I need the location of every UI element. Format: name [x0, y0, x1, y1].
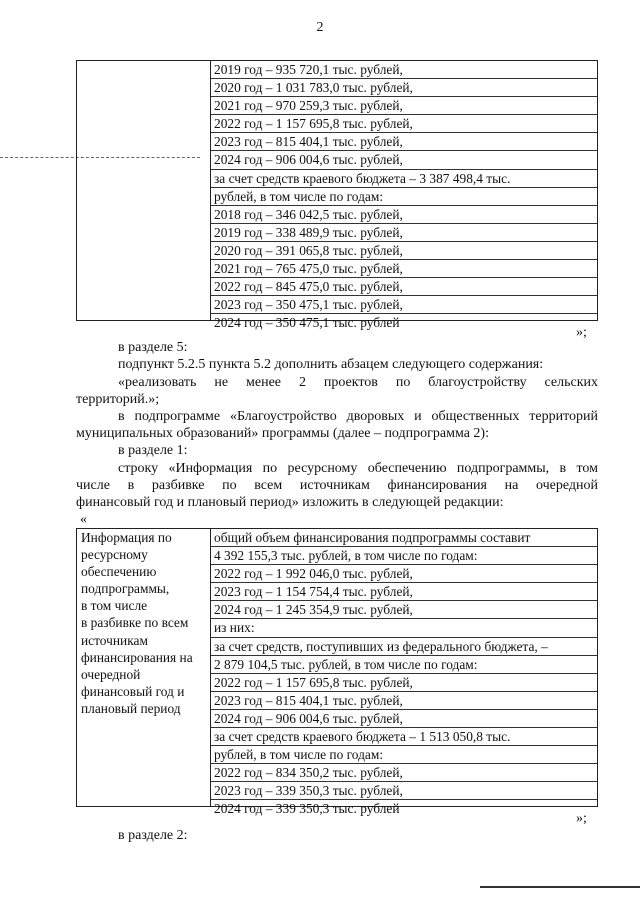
paragraph-section-1: в разделе 1:: [118, 443, 188, 458]
table1-line: 2020 год – 391 065,8 тыс. рублей,: [211, 242, 597, 260]
table2-line: за счет средств, поступивших из федерального бюджета, –: [211, 638, 597, 656]
paragraph-section-2: в разделе 2:: [118, 828, 188, 843]
table2-left-line: плановый период: [81, 700, 181, 716]
paragraph-quote-line1: «реализовать не менее 2 проектов по благоустройству сельских: [118, 375, 598, 390]
table2-line: рублей, в том числе по годам:: [211, 746, 597, 764]
financing-table-2: [76, 528, 598, 817]
table2-line: 2024 год – 1 245 354,9 тыс. рублей,: [211, 601, 597, 619]
table1-line: 2022 год – 1 157 695,8 тыс. рублей,: [211, 115, 597, 133]
paragraph-subpoint: подпункт 5.2.5 пункта 5.2 дополнить абзацем следующего содержания:: [118, 357, 544, 372]
table2-line: 2023 год – 1 154 754,4 тыс. рублей,: [211, 583, 597, 601]
table2-line: 2023 год – 815 404,1 тыс. рублей,: [211, 692, 597, 710]
table1-left-cell: [77, 61, 210, 320]
paragraph-quote-line2: территорий.»;: [76, 392, 160, 407]
table2-left-line: финансирования на: [81, 649, 193, 665]
table2-left-cell: [77, 529, 210, 806]
table2-line: из них:: [211, 619, 597, 637]
table2-line: 2024 год – 339 350,3 тыс. рублей: [214, 801, 400, 817]
financing-table-1: [76, 60, 598, 331]
table1-right-cell: [210, 61, 597, 331]
paragraph-row-line2: числе в разбивке по всем источникам финансирования на очередной: [76, 478, 598, 493]
table2-left-line: Информация по: [81, 530, 172, 545]
table2-line: 4 392 155,3 тыс. рублей, в том числе по годам:: [211, 547, 597, 565]
table1-line: 2019 год – 935 720,1 тыс. рублей,: [211, 61, 597, 79]
table2-left-line: подпрограммы,: [81, 581, 170, 597]
opening-quote: «: [80, 512, 87, 527]
table1-line: рублей, в том числе по годам:: [211, 188, 597, 206]
page-number: 2: [316, 20, 324, 35]
paragraph-subprogram-line1: в подпрограмме «Благоустройство дворовых и общественных территорий: [118, 409, 598, 424]
table2-line: 2022 год – 1 992 046,0 тыс. рублей,: [211, 565, 597, 583]
paragraph-section-5: в разделе 5:: [118, 340, 188, 355]
table1-line: 2023 год – 350 475,1 тыс. рублей,: [211, 296, 597, 314]
table1-line: 2023 год – 815 404,1 тыс. рублей,: [211, 133, 597, 151]
closing-quote-1: »;: [576, 325, 587, 340]
table2-left-line: источникам: [81, 632, 148, 648]
table1-line: 2018 год – 346 042,5 тыс. рублей,: [211, 206, 597, 224]
table2-left-line: обеспечению: [81, 564, 157, 580]
paragraph-subprogram-line2: муниципальных образований» программы (далее – подпрограмма 2):: [76, 426, 489, 441]
table2-left-line: очередной: [81, 666, 141, 682]
table2-left-line: в том числе: [81, 598, 148, 614]
table2-line: 2022 год – 1 157 695,8 тыс. рублей,: [211, 674, 597, 692]
table1-line: 2024 год – 350 475,1 тыс. рублей: [214, 315, 400, 331]
table2-line: 2024 год – 906 004,6 тыс. рублей,: [211, 710, 597, 728]
paragraph-row-line3: финансовый год и плановый период» изложить в следующей редакции:: [76, 495, 504, 510]
table2-line: 2022 год – 834 350,2 тыс. рублей,: [211, 764, 597, 782]
scan-edge-line: [480, 886, 640, 888]
table1-line: 2024 год – 906 004,6 тыс. рублей,: [211, 151, 597, 169]
table2-line: 2023 год – 339 350,3 тыс. рублей,: [211, 782, 597, 800]
table1-line: 2020 год – 1 031 783,0 тыс. рублей,: [211, 79, 597, 97]
table2-left-line: в разбивке по всем: [81, 615, 189, 631]
table1-line: за счет средств краевого бюджета – 3 387 498,4 тыс.: [211, 170, 597, 188]
closing-quote-2: »;: [576, 811, 587, 826]
table2-line: 2 879 104,5 тыс. рублей, в том числе по годам:: [211, 656, 597, 674]
table2-line: за счет средств краевого бюджета – 1 513 050,8 тыс.: [211, 728, 597, 746]
table1-line: 2021 год – 765 475,0 тыс. рублей,: [211, 260, 597, 278]
paragraph-row-line1: строку «Информация по ресурсному обеспечению подпрограммы, в том: [118, 461, 598, 476]
table2-left-line: ресурсному: [81, 547, 148, 563]
table1-line: 2019 год – 338 489,9 тыс. рублей,: [211, 224, 597, 242]
table1-line: 2021 год – 970 259,3 тыс. рублей,: [211, 97, 597, 115]
table2-left-line: финансовый год и: [81, 683, 185, 699]
table2-right-cell: [210, 529, 597, 817]
table1-line: 2022 год – 845 475,0 тыс. рублей,: [211, 278, 597, 296]
table2-line: общий объем финансирования подпрограммы составит: [211, 529, 597, 547]
